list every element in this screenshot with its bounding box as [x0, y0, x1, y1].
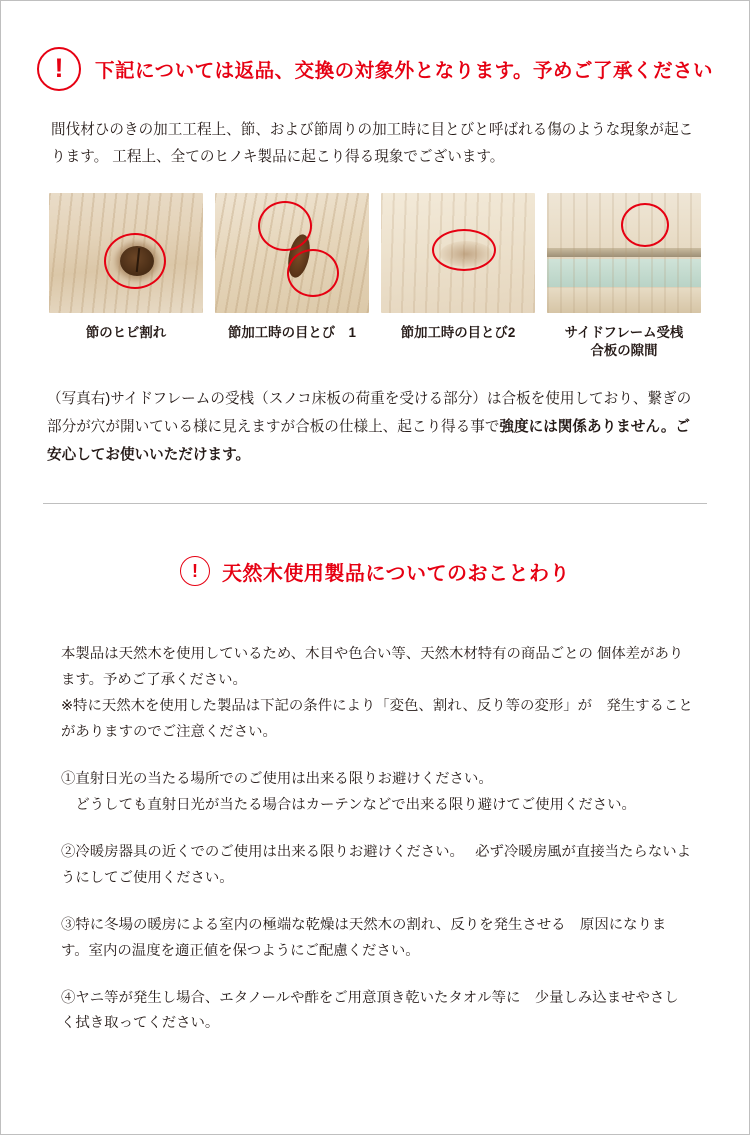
photo-row	[43, 193, 707, 360]
annotation-circle	[432, 229, 496, 271]
photo-caption: サイドフレーム受桟 合板の隙間	[564, 324, 684, 359]
photo-cell	[381, 193, 535, 360]
photo-cell	[49, 193, 203, 360]
natural-wood-notice-section	[1, 504, 749, 1037]
section-one-intro: 間伐材ひのきの加工工程上、節、および節周りの加工時に目とびと呼ばれる傷のような現象が起こります。 工程上、全てのヒノキ製品に起こり得る現象でございます。	[51, 122, 694, 165]
photo-cell	[547, 193, 701, 360]
section-one-note	[47, 386, 703, 469]
wood-knot-skip-photo-1	[215, 193, 369, 313]
section-one-title: 下記については返品、交換の対象外となります。予めご了承ください	[94, 60, 714, 82]
photo-caption: 節加工時の目とび2	[400, 324, 516, 340]
notice-paragraph: ②冷暖房器具の近くでのご使用は出来る限りお避けください。 必ず冷暖房風が直接当たらないようにしてご使用ください。	[61, 843, 691, 886]
photo-cell	[215, 193, 369, 360]
notice-paragraph: 本製品は天然木を使用しているため、木目や色合い等、天然木材特有の商品ごとの 個体差があります。予めご了承ください。 ※特に天然木を使用した製品は下記の条件により「変色、割れ、反り等の変形」が 発生することがありますのでご注意ください。	[61, 646, 693, 741]
return-exclusion-section	[1, 1, 749, 504]
notice-paragraph: ①直射日光の当たる場所でのご使用は出来る限りお避けください。 どうしても直射日光が当たる場合はカーテンなどで出来る限り避けてご使用ください。	[61, 771, 636, 813]
exclamation-icon: !	[37, 47, 81, 91]
photo-caption: 節のヒビ割れ	[85, 324, 167, 340]
notice-paragraph: ③特に冬場の暖房による室内の極端な乾燥は天然木の割れ、反りを発生させる 原因になります。室内の温度を適正値を保つようにご配慮ください。	[61, 916, 667, 959]
annotation-circle	[621, 203, 669, 247]
wood-knot-crack-photo	[49, 193, 203, 313]
section-two-title: 天然木使用製品についてのおことわり	[221, 562, 571, 585]
note-bold: 強度には関係ありません。ご安心してお使いいただけます。	[47, 418, 691, 463]
note-prefix: （写真右)サイドフレームの受桟（スノコ床板の荷重を受ける部分）は合板を使用しており、繋ぎの部分が穴が開いている様に見えますが合板の仕様上、起こり得る事で	[47, 391, 692, 435]
wood-knot-skip-photo-2	[381, 193, 535, 313]
notice-paragraph: ④ヤニ等が発生し場合、エタノールや酢をご用意頂き乾いたタオル等に 少量しみ込ませやさしく拭き取ってください。	[61, 989, 679, 1032]
side-frame-plywood-gap-photo	[547, 193, 701, 313]
annotation-circle	[104, 233, 166, 289]
section-one-header	[43, 47, 714, 91]
exclamation-icon: !	[180, 556, 210, 586]
section-two-header	[43, 556, 707, 586]
photo-caption: 節加工時の目とび 1	[228, 324, 356, 340]
